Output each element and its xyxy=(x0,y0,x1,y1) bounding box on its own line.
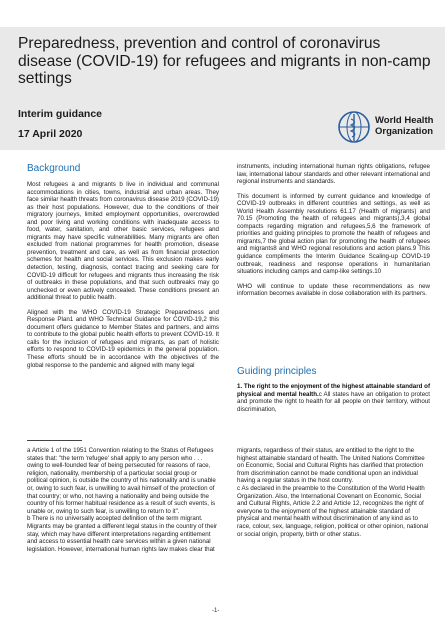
who-emblem-icon xyxy=(337,110,371,144)
footnotes-right xyxy=(237,447,430,538)
who-logo xyxy=(337,110,439,144)
right-column-text xyxy=(237,163,430,305)
paragraph: WHO will continue to update these recommendations as new information becomes available in close collaboration with its partners. xyxy=(237,282,430,298)
document-subtitle: Interim guidance xyxy=(18,108,103,120)
section-heading-guiding-principles: Guiding principles xyxy=(237,366,317,377)
page-title: Preparedness, prevention and control of coronavirus disease (COVID-19) for refugees and migrants in non-camp settings xyxy=(18,35,431,87)
footnotes-left xyxy=(27,447,219,553)
footnote-divider xyxy=(27,440,82,441)
paragraph: Most refugees a and migrants b live in individual and communal accommodations in cities, towns, industrial and urban areas. They face similar health threats from coronavirus disease 2019 (COVID-19) as their host populations. However, due to the conditions of their migratory journeys, limited employment opportunities, overcrowded and poor living and working conditions with inadequate access to food, water, sanitation, and other basic services, refugees and migrants may have specific vulnerabilities. Many migrants are often excluded from national programmes for health promotion, disease prevention, treatment and care, as well as from financial protection schemes for health and social services. This exclusion makes early detection, testing, diagnosis, contact tracing and seeking care for COVID-19 difficult for refugees and migrants thus increasing the risk of outbreaks in these populations, and that such outbreaks may go unchecked or even actively concealed. These conditions present an additional threat to public health. xyxy=(27,181,219,302)
footnote-c: c As declared in the preamble to the Constitution of the World Health Organization. Also, the International Covenant on Economic, Social and Cultural Rights, Article 2.2 and Article 12, recognizes the right of everyone to the enjoyment of the highest attainable standard of physical and mental health without discrimination of any kind as to race, colour, sex, language, religion, political or other opinion, national or social origin, property, birth or other status. xyxy=(237,484,429,538)
page-number: -1- xyxy=(212,608,220,614)
left-column-text xyxy=(27,181,219,376)
paragraph: Aligned with the WHO COVID-19 Strategic Preparedness and Response Plan1 and WHO Technical Guidance for COVID-19,2 this document offers guidance to Member States and partners, and aims to contribute to the global public health efforts to prevent COVID-19. It calls for the inclusion of refugees and migrants, as part of holistic efforts to respond to COVID-19 epidemics in the general population. These efforts should be in accordance with the objectives of the global response to the pandemic and aligned with many legal xyxy=(27,308,219,369)
footnote-b: b There is no universally accepted definition of the term migrant. Migrants may be granted a different legal status in the country of their stay, which may have different interpretations regarding entitlement and access to essential health care services within a given national legislation. However, international human rights law makes clear that xyxy=(27,515,218,553)
paragraph: This document is informed by current guidance and knowledge of COVID-19 outbreaks in different countries and settings, as well as World Health Assembly resolutions 61.17 (Health of migrants) and 70.15 (Promoting the health of refugees and migrants),3,4 global compacts regarding migration and refugees,5,6 the framework of priorities and guiding principles to promote the health of refugees and migrants,7 the global action plan for promoting the health of refugees and migrants8 and WHO regional resolutions and action plans.9 This guidance compliments the Interim Guidance Scaling-up COVID-19 outbreak, readiness and response operations in humanitarian situations including camps and camp-like settings.10 xyxy=(237,192,430,276)
footnote-b-continued: migrants, regardless of their status, are entitled to the right to the highest attainable standard of health. The United Nations Committee on Economic, Social and Cultural Rights has clarified that protection from discrimination cannot be made conditional upon an individual having a regular status in the host country. xyxy=(237,447,425,485)
guiding-principle-1 xyxy=(237,383,430,413)
footnote-a: a Article 1 of the 1951 Convention relating to the Status of Refugees states that: "the term 'refugee' shall apply to any person who . . . owing to well-founded fear of being persecuted for reasons of race, religion, nationality, membership of a particular social group or political opinion, is outside the country of his nationality and is unable or, owing to such fear, is unwilling to avail himself of the protection of that country; or who, not having a nationality and being outside the country of his former habitual residence as a result of such events, is unable or, owing to such fear, is unwilling to return to it". xyxy=(27,447,216,515)
section-heading-background: Background xyxy=(27,163,81,174)
document-date: 17 April 2020 xyxy=(18,128,83,140)
principle-text: c All states have an obligation to protect and promote the right to health for all people on their territory, without discrimination, xyxy=(237,390,430,413)
org-name: World Health Organization xyxy=(375,115,434,137)
paragraph: instruments, including international human rights obligations, refugee law, international labour standards and other relevant international and regional instruments and standards. xyxy=(237,163,430,186)
principle-lead: 1. The right to the enjoyment of the highest attainable standard of physical and mental health. xyxy=(237,383,430,398)
